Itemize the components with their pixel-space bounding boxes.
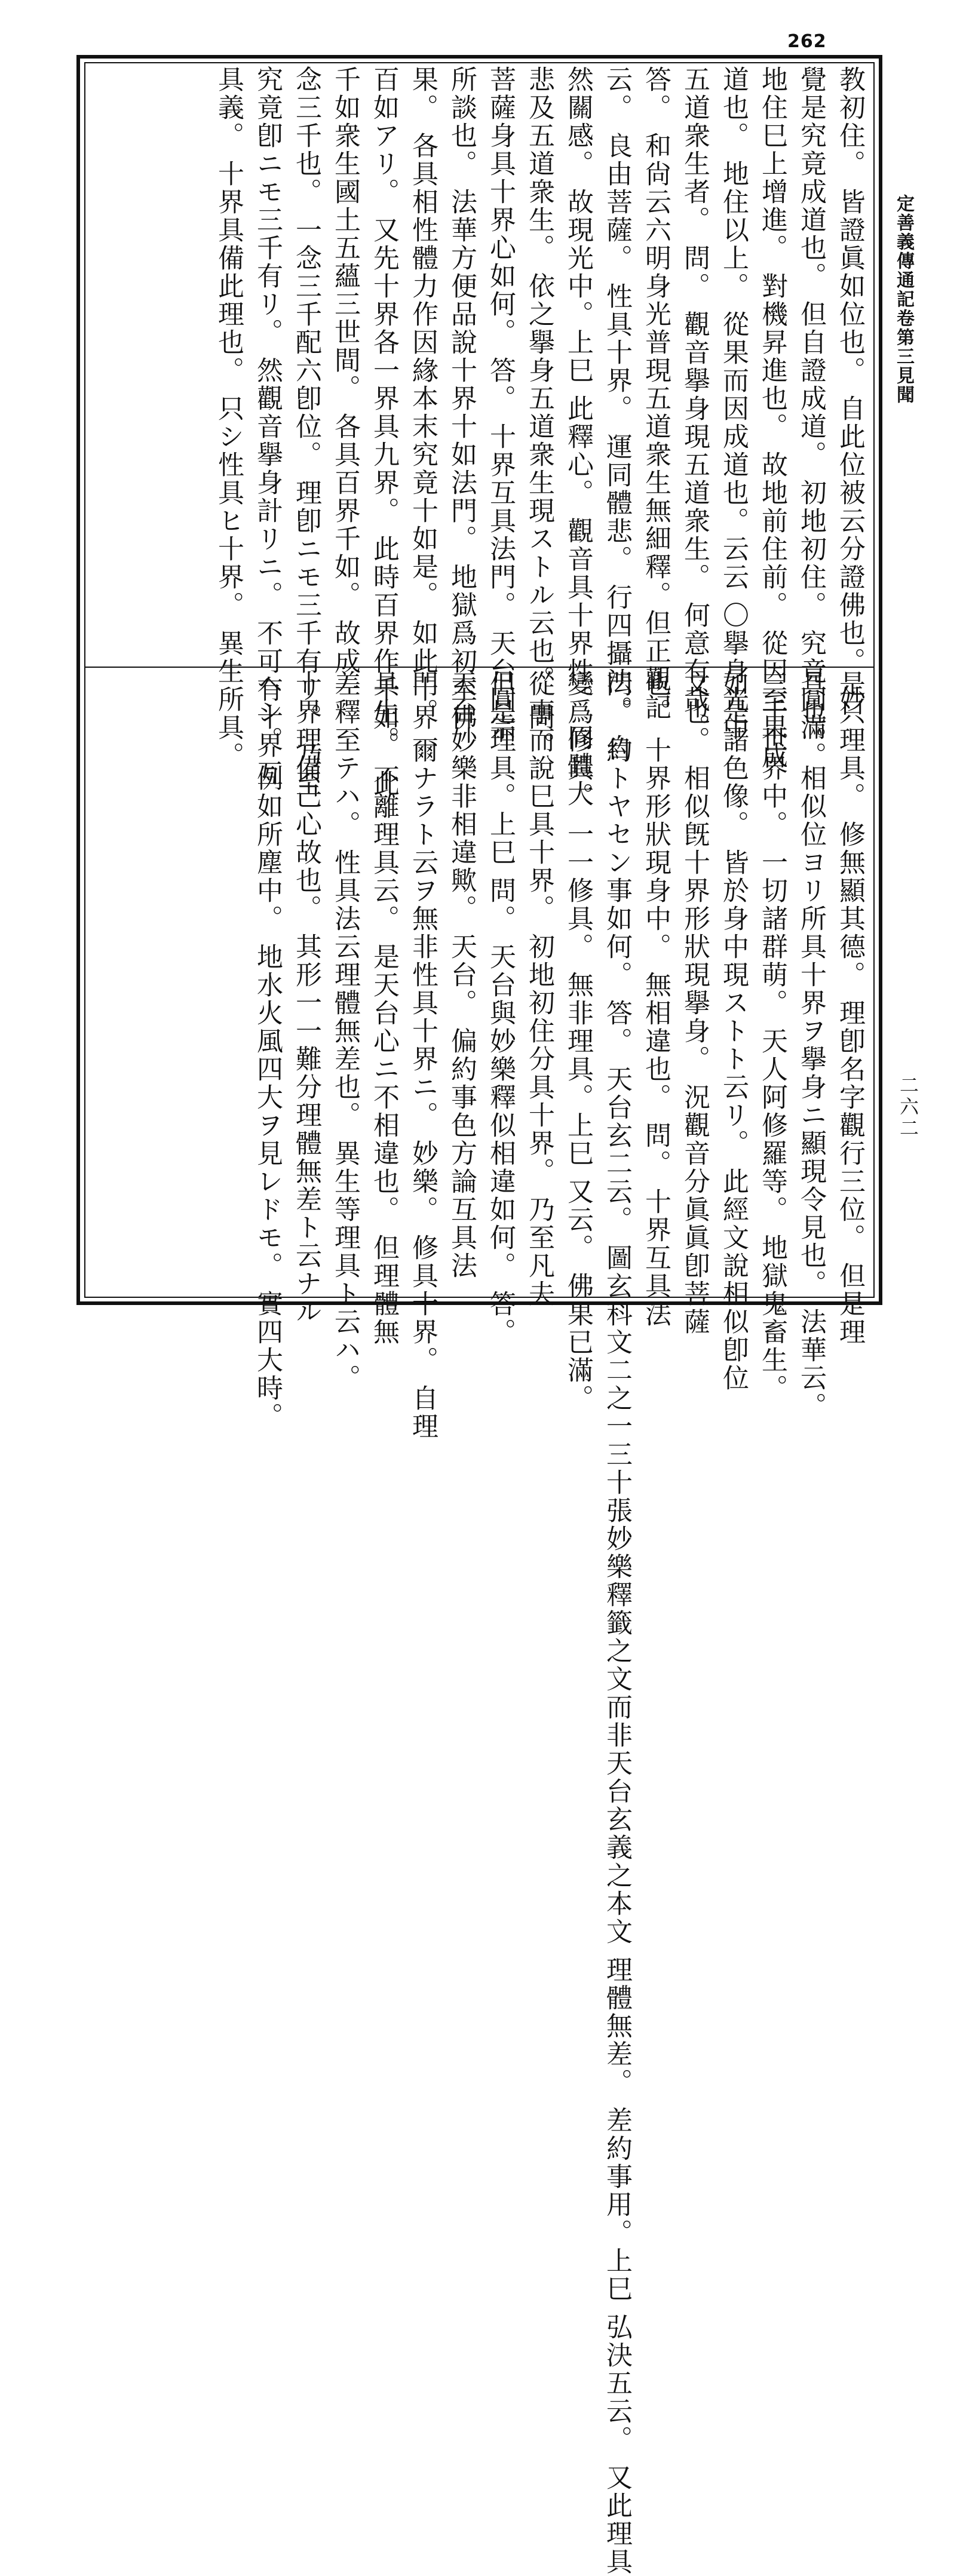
text-column: 道也。 地住以上。 從果而因成道也。云云 〇擧身光中 <box>718 66 749 742</box>
text-column: 天台妙樂非相違歟。 天台。 偏約事色方論互具法 <box>446 670 477 1280</box>
text-column: 教初住。 皆證眞如位也。 自此位被云分證佛也。 妙 <box>835 66 865 714</box>
text-column: 念三千也。 一念三千配六卽位。 理卽ニモ三千有リ。 乃至 <box>291 66 321 798</box>
text-column: 百如アリ。 又先十界各一界具九界。 此時百界作千如。 此 <box>369 66 399 798</box>
text-column: 差釋至テハ。 性具法云理體無差也。 異生等理具ト云ハ。 <box>330 670 360 1392</box>
text-column: 五道衆生者。 問。 觀音擧身現五道衆生。 何意有哉。 <box>679 66 710 742</box>
text-column: 三千世界中。 一切諸群萌。 天人阿修羅等。 地獄鬼畜生。 <box>757 670 787 1402</box>
text-column: 所談也。 法華方便品說十界十如法門。 地獄爲初至佛 <box>446 66 477 732</box>
text-column: 從事而說巳具十界。 初地初住分具十界。 乃至凡夫 <box>524 670 554 1308</box>
text-column: 變爲修具。 一一修具。 無非理具。上巳 又云。 佛果已滿。 <box>563 670 593 1413</box>
running-header: 定善義傳通記卷第三見聞 <box>893 194 914 404</box>
text-column: 具生。 不離理具云。 是天台心ニ不相違也。 但理體無 <box>369 670 399 1346</box>
text-column: 然關感。 故現光中。上巳 此釋心。 觀音具十界性。 同體大 <box>563 66 593 808</box>
text-column: 也。 十界形狀現身中。 無相違也。 問。 十界互具法 <box>640 670 671 1328</box>
text-column: 悲及五道衆生。 依之擧身五道衆生現ストル云也。 問。 <box>524 66 554 760</box>
text-column: 具也。 相似位ヨリ所具十界ヲ擧身ニ顯現令見也。 法華云。 <box>796 670 826 1420</box>
text-column: 覺是究竟成道也。 但自證成道。 初地初住。 究竟圓滿。 <box>796 66 826 770</box>
text-column: 地住巳上增進。 對機昇進也。 故地前住前。 從因至果成 <box>757 66 787 770</box>
text-column: 門。 約トヤセン事如何。 答。 天台玄二云。 圖玄科文二之一三十張妙樂釋籤之文而非天台玄義之本文 理體無差。 差約事用。上巳 弘決五云。 又此理具 <box>602 670 632 2576</box>
text-column: 答。 和尙云六明身光普現五道衆生無細釋。但正觀記 <box>640 66 671 721</box>
text-column: 云。 良由菩薩。 性具十界。 運同體悲。 行四攝法。 自 <box>602 66 632 762</box>
text-column: ヘシ。 例如所塵中。 地水火風四大ヲ見レドモ。 實四大時。 <box>252 670 283 1430</box>
text-column: 菩薩身具十界心如何。 答。 十界互具法門。 天台圓宗 <box>485 66 516 742</box>
text-column: 但是理具。上巳 問。 天台與妙樂釋似相違如何。 答。 <box>485 670 516 1346</box>
upper-text-block <box>99 66 869 808</box>
text-column: 十界理備己心故也。 其形一一難分理體無差ト云ナル <box>291 670 321 1326</box>
text-column: 千如衆生國土五蘊三世間。 各具百界千如。 故成一 <box>330 66 360 704</box>
lower-text-block <box>99 670 869 2576</box>
text-column: 究竟卽ニモ三千有リ。 然觀音擧身計リニ。 不可有十界互 <box>252 66 283 788</box>
margin-page-number: 二六二 <box>897 1075 919 1140</box>
page-number: 262 <box>787 31 827 52</box>
text-column: 如是諸色像。 皆於身中現ストト云リ。 此經文說相似卽位 <box>718 670 749 1392</box>
text-column: 具義。 十界具備此理也。 只シ性具ヒ十界。 異生所具。 <box>213 66 244 770</box>
text-column: 文也。 相似旣十界形狀現擧身。 況觀音分眞眞卽菩薩 <box>679 670 710 1336</box>
text-column: 是只理具。 修無顯其德。 理卽名字觀行三位。 但是理 <box>835 670 865 1346</box>
register-divider <box>84 667 875 668</box>
text-column: 門。 爾ナラト云ヲ無非性具十界ニ。 妙樂。 修具十界。 自理 <box>407 670 438 1441</box>
text-column: 果。 各具相性體力作因緣本末究竟十如是。 如此十界 <box>407 66 438 732</box>
